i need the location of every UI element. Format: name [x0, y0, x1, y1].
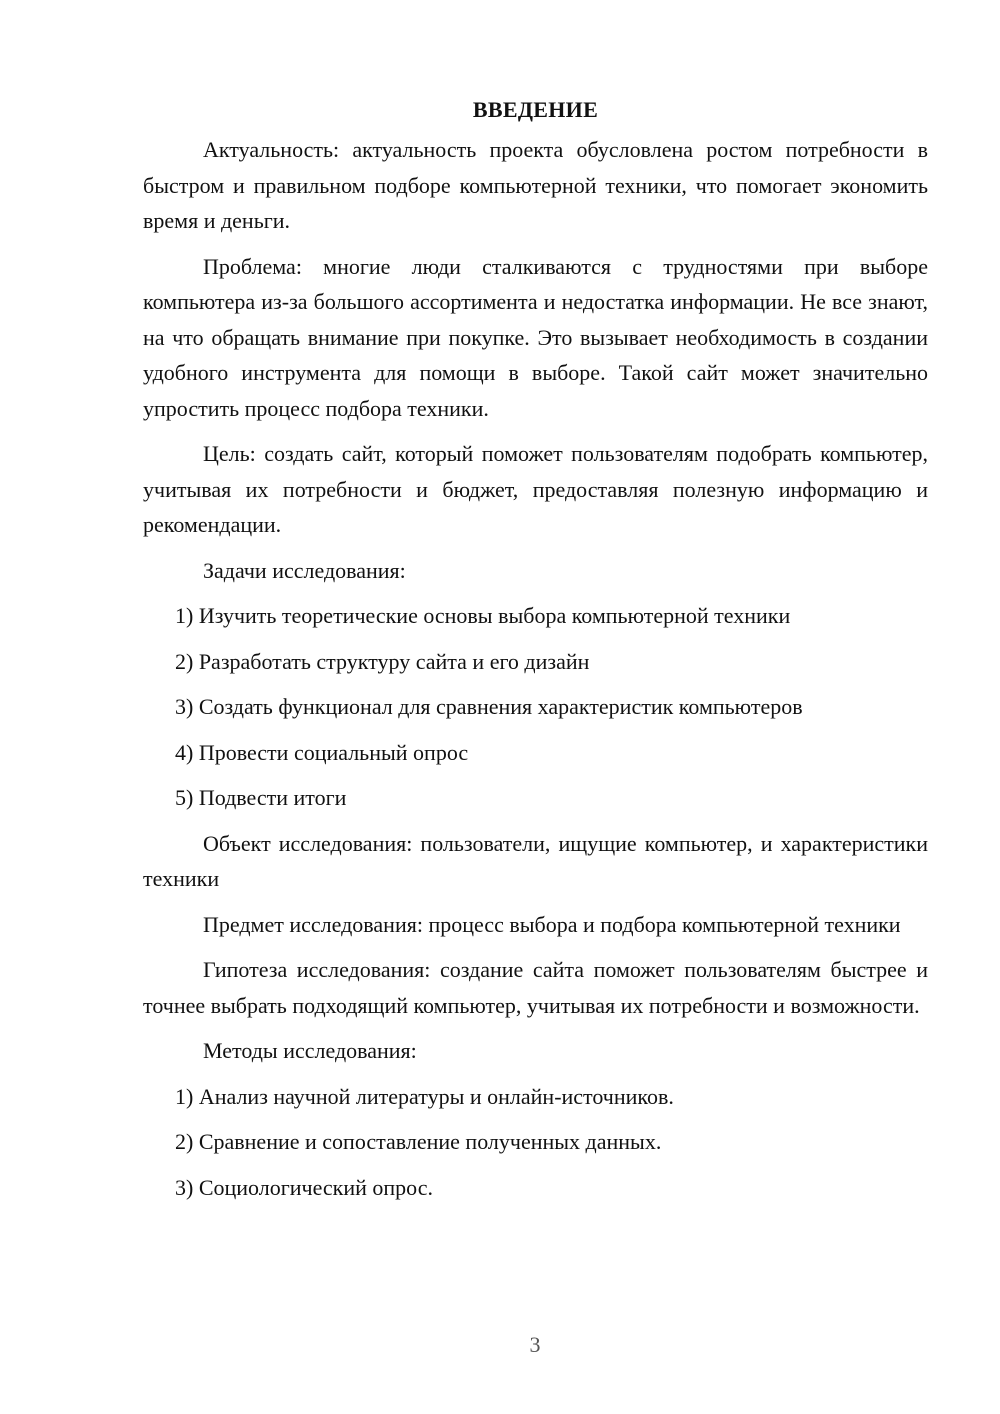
task-item: 4) Провести социальный опрос: [175, 739, 469, 765]
hypothesis-paragraph: Гипотеза исследования: создание сайта поможет пользователям быстрее и точнее выбрать подходящий компьютер, учитывая их потребности и возможности.: [143, 957, 928, 1018]
method-item: 3) Социологический опрос.: [175, 1174, 433, 1200]
task-item: 3) Создать функционал для сравнения характеристик компьютеров: [175, 694, 803, 719]
relevance-paragraph: Актуальность: актуальность проекта обусловлена ростом потребности в быстром и правильном подборе компьютерной техники, что помогает экономить время и деньги.: [143, 137, 928, 233]
subject-paragraph: Предмет исследования: процесс выбора и подбора компьютерной техники: [203, 911, 901, 937]
task-item: 5) Подвести итоги: [175, 785, 347, 810]
task-item: 1) Изучить теоретические основы выбора компьютерной техники: [175, 603, 791, 628]
page-number: 3: [529, 1332, 541, 1357]
section-title: ВВЕДЕНИЕ: [472, 97, 599, 122]
document-page: [143, 92, 928, 1215]
tasks-heading: Задачи исследования:: [203, 557, 406, 583]
method-item: 1) Анализ научной литературы и онлайн-источников.: [175, 1083, 674, 1109]
method-item: 2) Сравнение и сопоставление полученных данных.: [175, 1129, 662, 1154]
task-item: 2) Разработать структуру сайта и его дизайн: [175, 648, 590, 674]
goal-paragraph: Цель: создать сайт, который поможет пользователям подобрать компьютер, учитывая их потребности и бюджет, предоставляя полезную информацию и рекомендации.: [143, 441, 928, 537]
problem-paragraph: Проблема: многие люди сталкиваются с трудностями при выборе компьютера из-за большого ассортимента и недостатка информации. Не все знают, на что обращать внимание при покупке. Это вызывает необходимость в создании удобного инструмента для помощи в выборе. Такой сайт может значительно упростить процесс подбора техники.: [143, 253, 928, 421]
methods-heading: Методы исследования:: [203, 1038, 417, 1063]
object-paragraph: Объект исследования: пользователи, ищущие компьютер, и характеристики техники: [143, 830, 928, 891]
